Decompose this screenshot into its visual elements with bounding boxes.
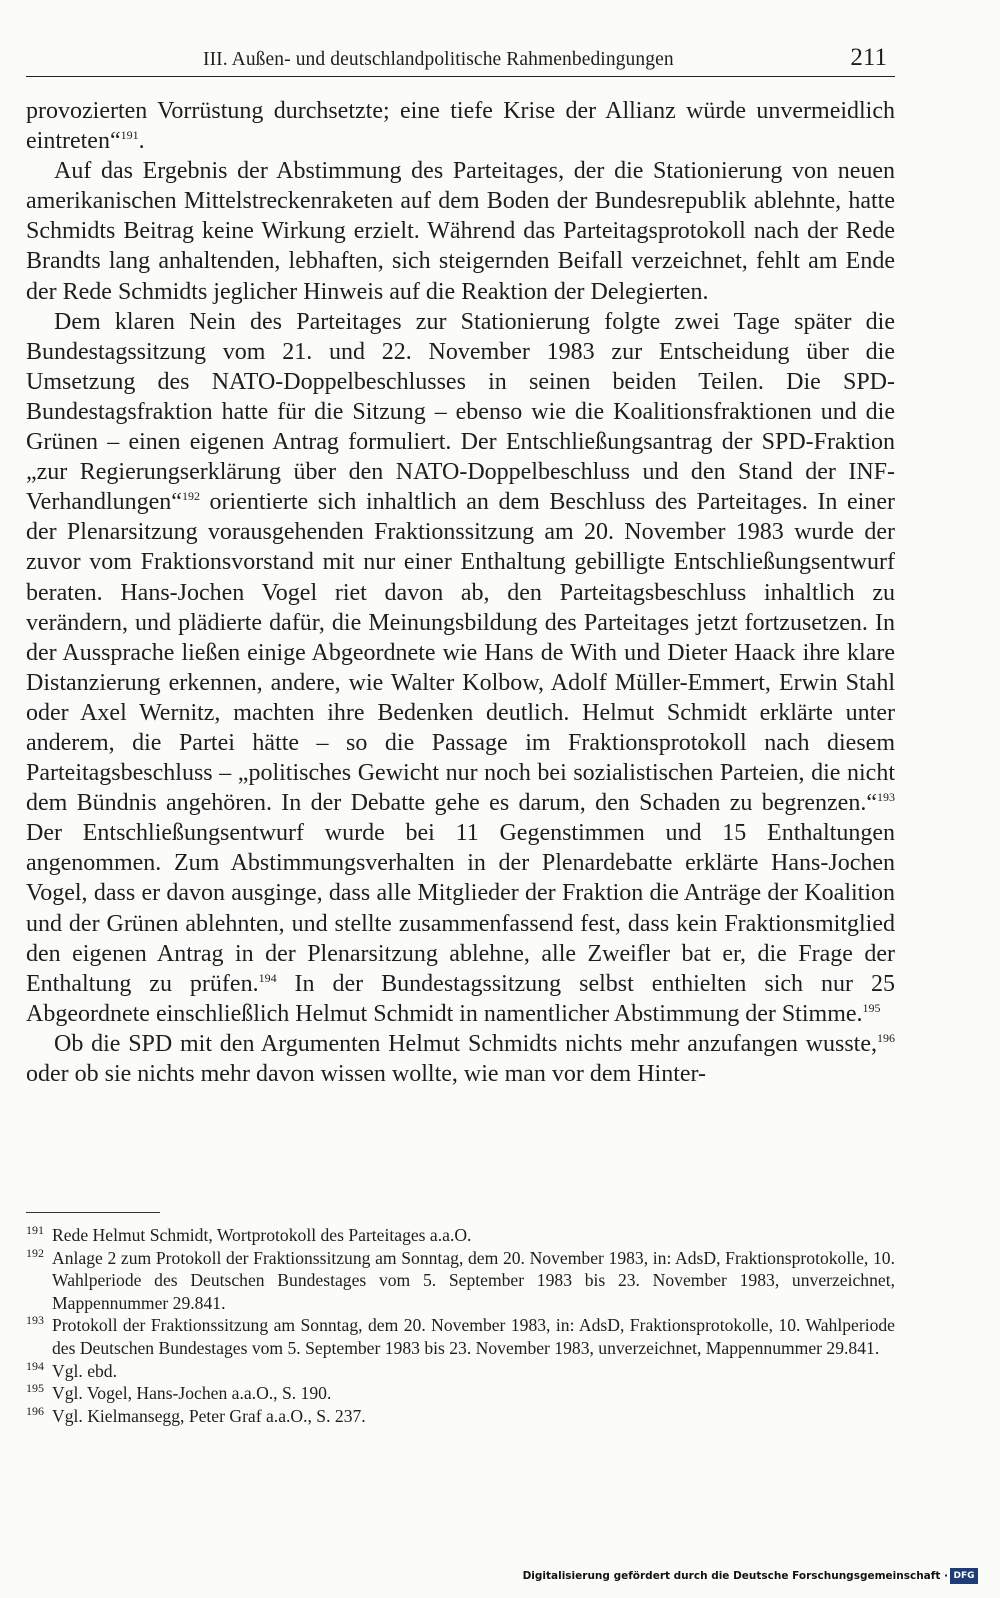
main-text: [26, 96, 895, 1089]
footnote-ref[interactable]: 195: [862, 1000, 881, 1015]
footnote-ref[interactable]: 193: [877, 790, 895, 805]
paragraph: provozierten Vorrüstung durchsetzte; eine tiefe Krise der Allianz würde unvermeidlich eintreten“$^{191}$.: [26, 98, 895, 155]
dfg-logo-icon: DFG: [950, 1568, 978, 1584]
paragraph: Dem klaren Nein des Parteitages zur Stationierung folgte zwei Tage später die Bundestagssitzung vom 21. und 22. November 1983 zur Entscheidung über die Umsetzung des NATO-Doppelbeschlusses in seinen beiden Teilen. Die SPD-Bundestagsfraktion hatte für die Sitzung – ebenso wie die Koalitionsfraktionen und die Grünen – einen eigenen Antrag formuliert. Der Entschließungsantrag der SPD-Fraktion „zur Regierungserklärung über den NATO-Doppelbeschluss und den Stand der INF-Verhandlungen“$^{192}$ orientierte sich inhaltlich an dem Beschluss des Parteitages. In einer der Plenarsitzung vorausgehenden Fraktionssitzung am 20. November 1983 wurde der zuvor vom Fraktionsvorstand mit nur einer Enthaltung gebilligte Entschließungsentwurf beraten. Hans-Jochen Vogel riet davon ab, den Parteitagsbeschluss inhaltlich zu verändern, und plädierte dafür, die Meinungsbildung des Parteitages jetzt fortzusetzen. In der Aussprache ließen einige Abgeordnete wie Hans de With und Dieter Haack ihre klare Distanzierung erkennen, andere, wie Walter Kolbow, Adolf Müller-Emmert, Erwin Stahl oder Axel Wernitz, machten ihre Bedenken deutlich. Helmut Schmidt erklärte unter anderem, die Partei hätte – so die Passage im Fraktionsprotokoll nach diesem Parteitagsbeschluss – „politisches Gewicht nur noch bei sozialistischen Parteien, die nicht dem Bündnis angehören. In der Debatte gehe es darum, den Schaden zu begrenzen.“$^{193}$ Der Entschließungsentwurf wurde bei 11 Gegenstimmen und 15 Enthaltungen angenommen. Zum Abstimmungsverhalten in der Plenardebatte erklärte Hans-Jochen Vogel, dass er davon ausginge, dass alle Mitglieder der Fraktion die Anträge der Koalition und der Grünen ablehnten, und stellte zusammenfassend fest, dass kein Fraktionsmitglied den eigenen Antrag in der Plenarsitzung ablehne, alle Zweifler bat er, die Frage der Enthaltung zu prüfen.$^{194}$ In der Bundestagssitzung selbst enthielten sich nur 25 Abgeordnete einschließlich Helmut Schmidt in namentlicher Abstimmung der Stimme.$^{195}$: [26, 308, 896, 1027]
footnote-number: 191: [26, 1223, 44, 1237]
footnote-separator: [26, 1212, 160, 1213]
footnote: 194 Vgl. ebd.: [26, 1360, 895, 1383]
footnote: 196 Vgl. Kielmansegg, Peter Graf a.a.O., S. 237.: [26, 1405, 895, 1428]
footnote: 191 Rede Helmut Schmidt, Wortprotokoll des Parteitages a.a.O.: [26, 1224, 895, 1247]
footnote-ref[interactable]: 191: [120, 128, 139, 143]
paragraph: Ob die SPD mit den Argumenten Helmut Schmidts nichts mehr anzufangen wusste,$^{196}$ oder ob sie nichts mehr davon wissen wollte, wie man vor dem Hinter-: [26, 1030, 895, 1087]
footnote-number: 193: [26, 1313, 44, 1328]
chapter-title: III. Außen- und deutschlandpolitische Rahmenbedingungen: [203, 49, 674, 70]
footnote-number: 192: [26, 1245, 44, 1260]
footnote-ref[interactable]: 194: [258, 970, 277, 985]
footnote-number: 194: [26, 1358, 44, 1373]
footnote-number: 195: [26, 1381, 44, 1396]
paragraph: Auf das Ergebnis der Abstimmung des Parteitages, der die Stationierung von neuen amerikanischen Mittelstreckenraketen auf dem Boden der Bundesrepublik ablehnte, hatte Schmidts Beitrag keine Wirkung erzielt. Während das Parteitagsprotokoll nach der Rede Brandts lang anhaltenden, lebhaften, sich steigernden Beifall verzeichnet, fehlt am Ende der Rede Schmidts jeglicher Hinweis auf die Reaktion der Delegierten.: [26, 158, 895, 305]
page-number: 211: [850, 44, 887, 71]
footnotes: [26, 1224, 895, 1427]
footnote-number: 196: [26, 1403, 44, 1418]
digitization-credit: Digitalisierung gefördert durch die Deutsche Forschungsgemeinschaft ·: [522, 1570, 948, 1582]
running-header: [26, 46, 895, 77]
footnote: 195 Vgl. Vogel, Hans-Jochen a.a.O., S. 190.: [26, 1382, 895, 1405]
footnote: 192 Anlage 2 zum Protokoll der Fraktionssitzung am Sonntag, dem 20. November 1983, in: AdsD, Fraktionsprotokolle, 10. Wahlperiode des Deutschen Bundestages vom 5. September 1983 bis 23. November 1983, unverzeichnet, Mappennummer 29.841.: [26, 1247, 895, 1315]
footnote-ref[interactable]: 192: [181, 489, 200, 504]
footnote: 193 Protokoll der Fraktionssitzung am Sonntag, dem 20. November 1983, in: AdsD, Fraktionsprotokolle, 10. Wahlperiode des Deutschen Bundestages vom 5. September 1983 bis 23. November 1983, unverzeichnet, Mappennummer 29.841.: [26, 1314, 895, 1359]
footnote-ref[interactable]: 196: [877, 1030, 895, 1045]
